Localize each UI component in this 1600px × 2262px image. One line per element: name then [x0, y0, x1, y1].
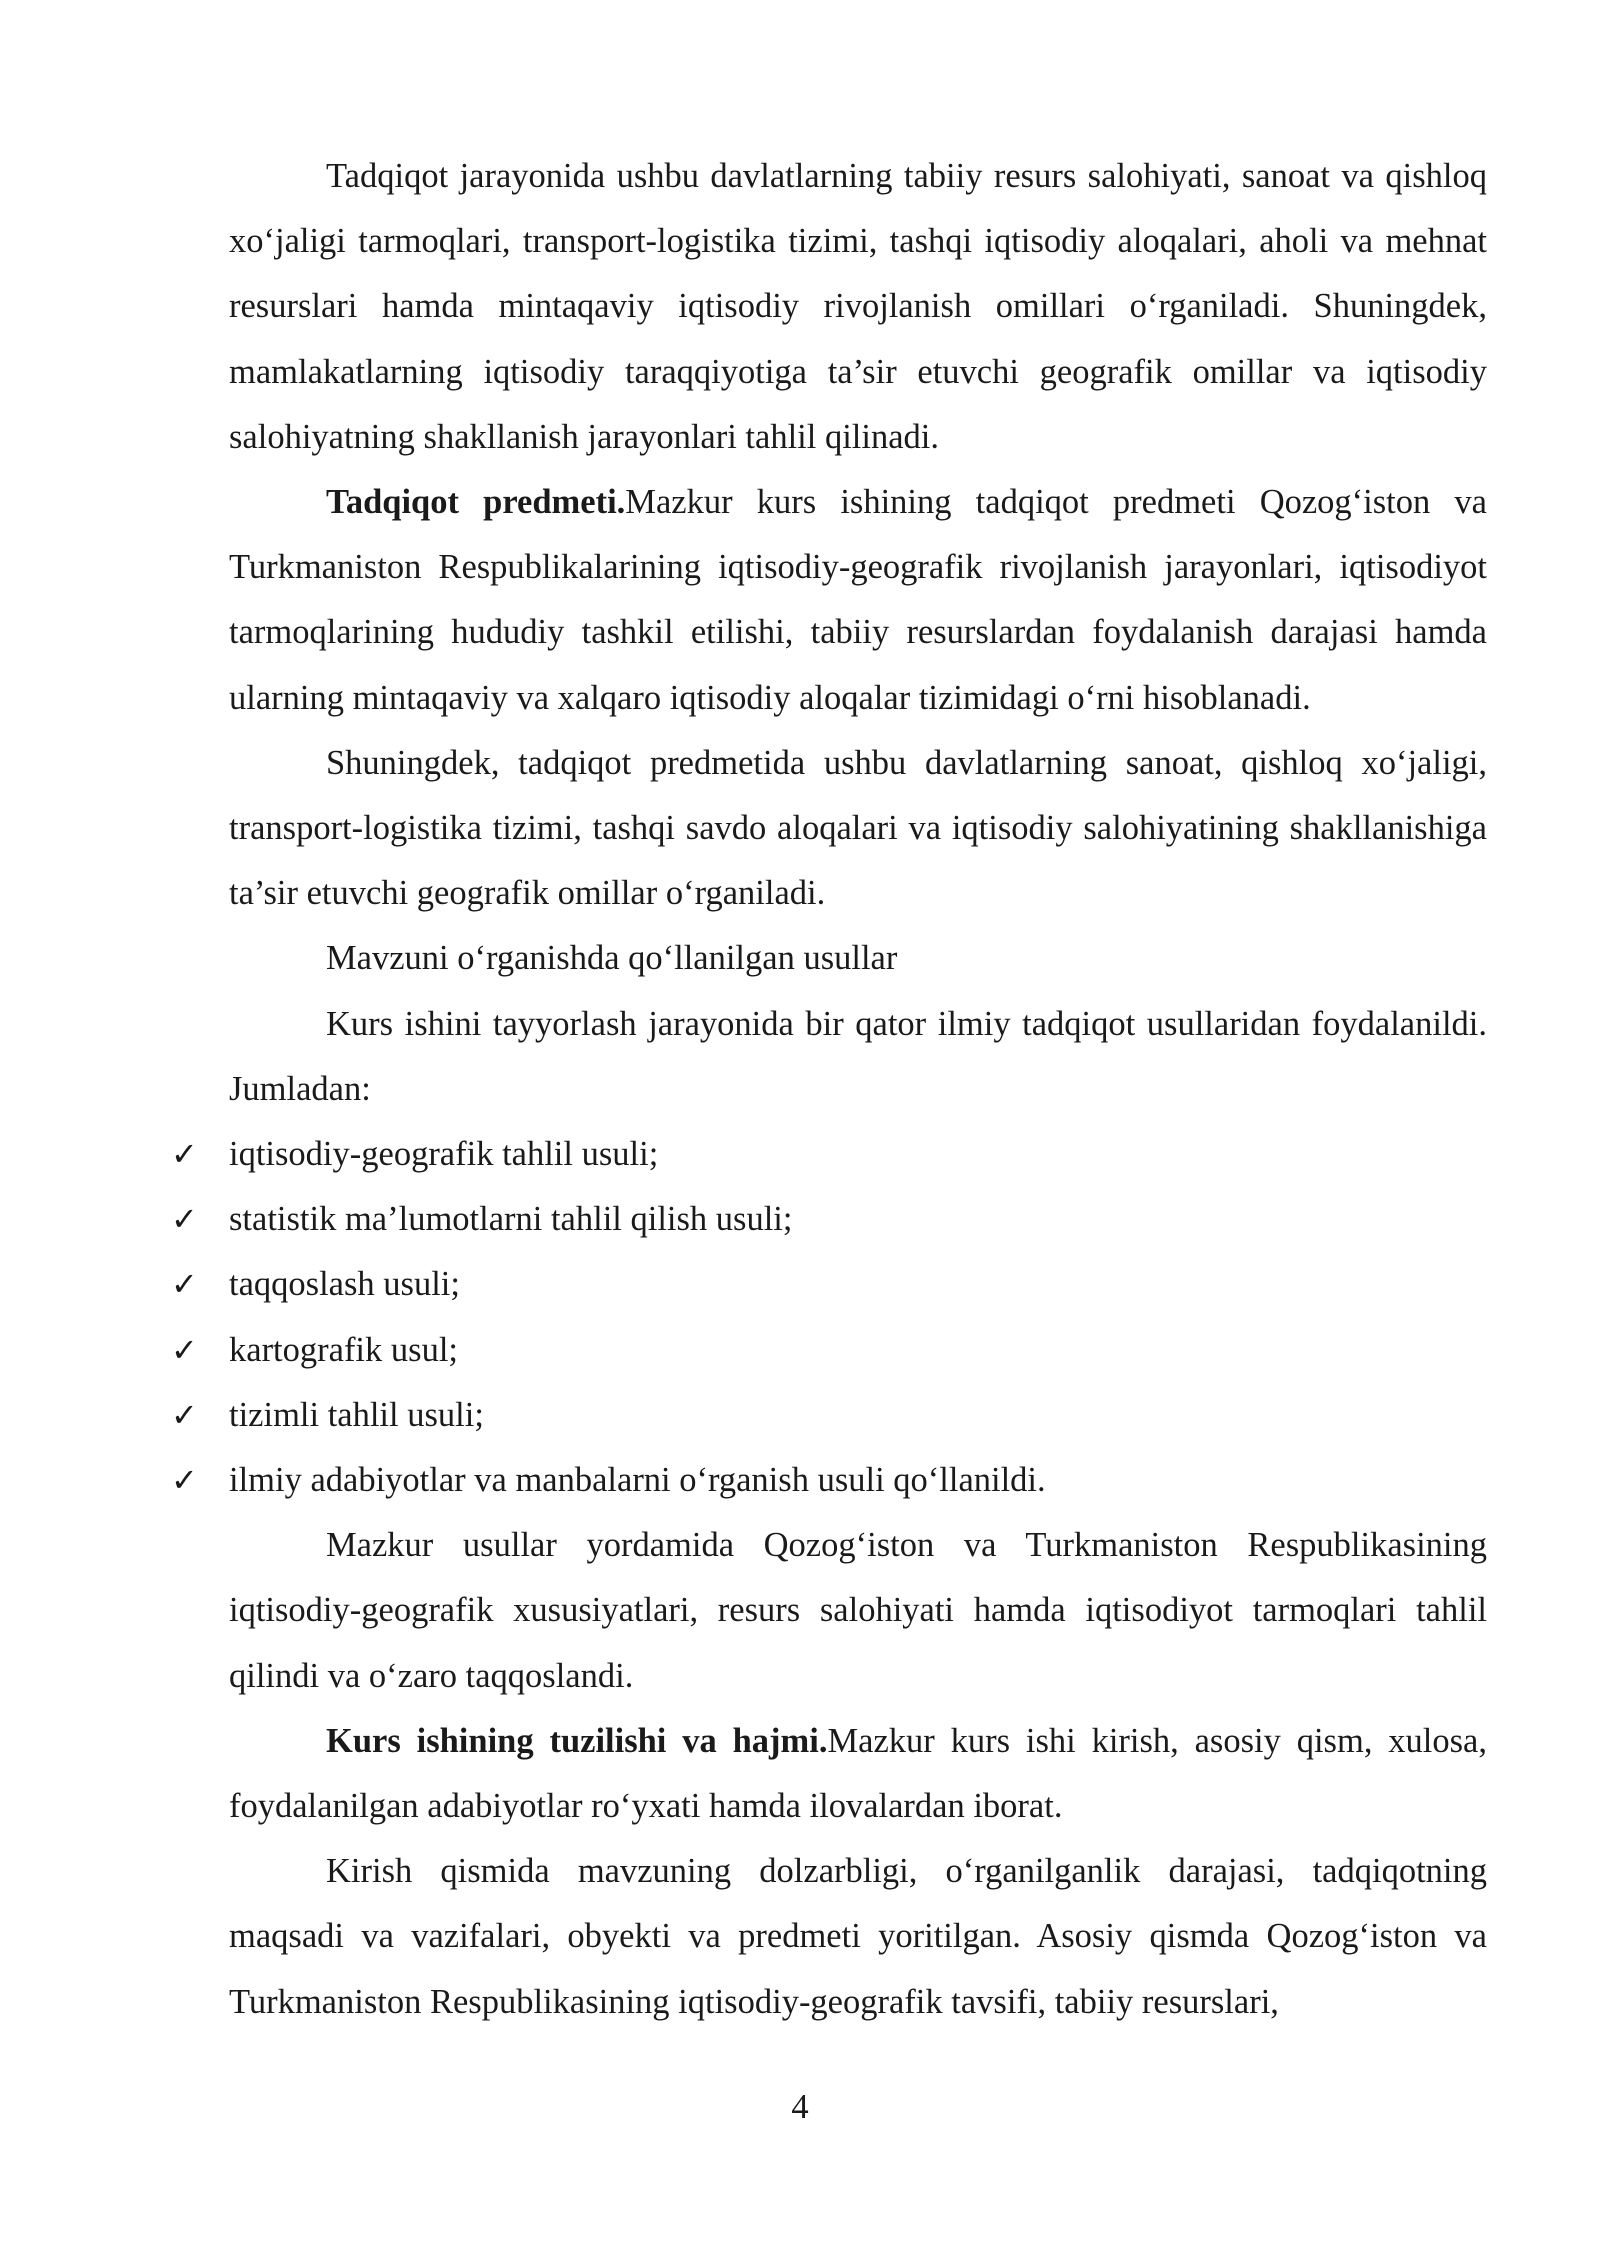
structure-heading: Kurs ishining tuzilishi va hajmi.	[326, 1721, 828, 1760]
list-item-text: statistik ma’lumotlarni tahlil qilish usuli;	[229, 1200, 793, 1239]
list-item	[171, 1122, 1487, 1187]
methods-list	[171, 1122, 1487, 1513]
paragraph-research-scope: Tadqiqot jarayonida ushbu davlatlarning tabiiy resurs salohiyati, sanoat va qishloq xo‘jaligi tarmoqlari, transport-logistika tizimi, tashqi iqtisodiy aloqalari, aholi va mehnat resurslari hamda mintaqaviy iqtisodiy rivojlanish omillari o‘rganiladi. Shuningdek, mamlakatlarning iqtisodiy taraqqiyotiga ta’sir etuvchi geografik omillar va iqtisodiy salohiyatning shakllanish jarayonlari tahlil qilinadi.	[229, 157, 1487, 456]
research-subject-heading: Tadqiqot predmeti.	[326, 483, 626, 522]
list-item-text: tizimli tahlil usuli;	[229, 1395, 484, 1434]
paragraph-research-subject	[229, 470, 1487, 731]
list-item	[171, 1318, 1487, 1383]
list-item-text: ilmiy adabiyotlar va manbalarni o‘rganish usuli qo‘llanildi.	[229, 1461, 1046, 1500]
paragraph-methods-result: Mazkur usullar yordamida Qozog‘iston va Turkmaniston Respublikasining iqtisodiy-geografik xususiyatlari, resurs salohiyati hamda iqtisodiyot tarmoqlari tahlil qilindi va o‘zaro taqqoslandi.	[229, 1526, 1487, 1695]
list-item	[171, 1448, 1487, 1513]
paragraph-structure	[229, 1709, 1487, 1839]
list-item-text: iqtisodiy-geografik tahlil usuli;	[229, 1135, 659, 1174]
checkmark-icon: ✓	[171, 1461, 198, 1500]
checkmark-icon: ✓	[171, 1330, 198, 1369]
list-item-text: taqqoslash usuli;	[229, 1265, 460, 1304]
paragraph-subject-details: Shuningdek, tadqiqot predmetida ushbu davlatlarning sanoat, qishloq xo‘jaligi, transport-logistika tizimi, tashqi savdo aloqalari va iqtisodiy salohiyatining shakllanishiga ta’sir etuvchi geografik omillar o‘rganiladi.	[229, 743, 1487, 913]
paragraph-introduction-summary: Kirish qismida mavzuning dolzarbligi, o‘rganilganlik darajasi, tadqiqotning maqsadi va vazifalari, obyekti va predmeti yoritilgan. Asosiy qismda Qozog‘iston va Turkmaniston Respublikasining iqtisodiy-geografik tavsifi, tabiiy resurslari,	[229, 1852, 1487, 2021]
page-body	[171, 144, 1487, 2035]
list-item	[171, 1252, 1487, 1317]
list-item	[171, 1187, 1487, 1252]
methods-section-title: Mavzuni o‘rganishda qo‘llanilgan usullar	[326, 939, 898, 978]
paragraph-methods-intro: Kurs ishini tayyorlash jarayonida bir qator ilmiy tadqiqot usullaridan foydalanildi. Jumladan:	[229, 1004, 1487, 1108]
checkmark-icon: ✓	[171, 1395, 198, 1434]
research-subject-text: Mazkur kurs ishining tadqiqot predmeti Qozog‘iston va Turkmaniston Respublikalarining iqtisodiy-geografik rivojlanish jarayonlari, iqtisodiyot tarmoqlarining hududiy tashkil etilishi, tabiiy resurslardan foydalanish darajasi hamda ularning mintaqaviy va xalqaro iqtisodiy aloqalar tizimidagi o‘rni hisoblanadi.	[229, 483, 1487, 717]
list-item	[171, 1383, 1487, 1448]
checkmark-icon: ✓	[171, 1265, 198, 1304]
checkmark-icon: ✓	[171, 1135, 198, 1174]
page-number: 4	[791, 2088, 809, 2126]
structure-text: Mazkur kurs ishi kirish, asosiy qism, xulosa, foydalanilgan adabiyotlar ro‘yxati hamda ilovalardan iborat.	[229, 1721, 1487, 1826]
list-item-text: kartografik usul;	[229, 1330, 458, 1369]
checkmark-icon: ✓	[171, 1200, 198, 1239]
